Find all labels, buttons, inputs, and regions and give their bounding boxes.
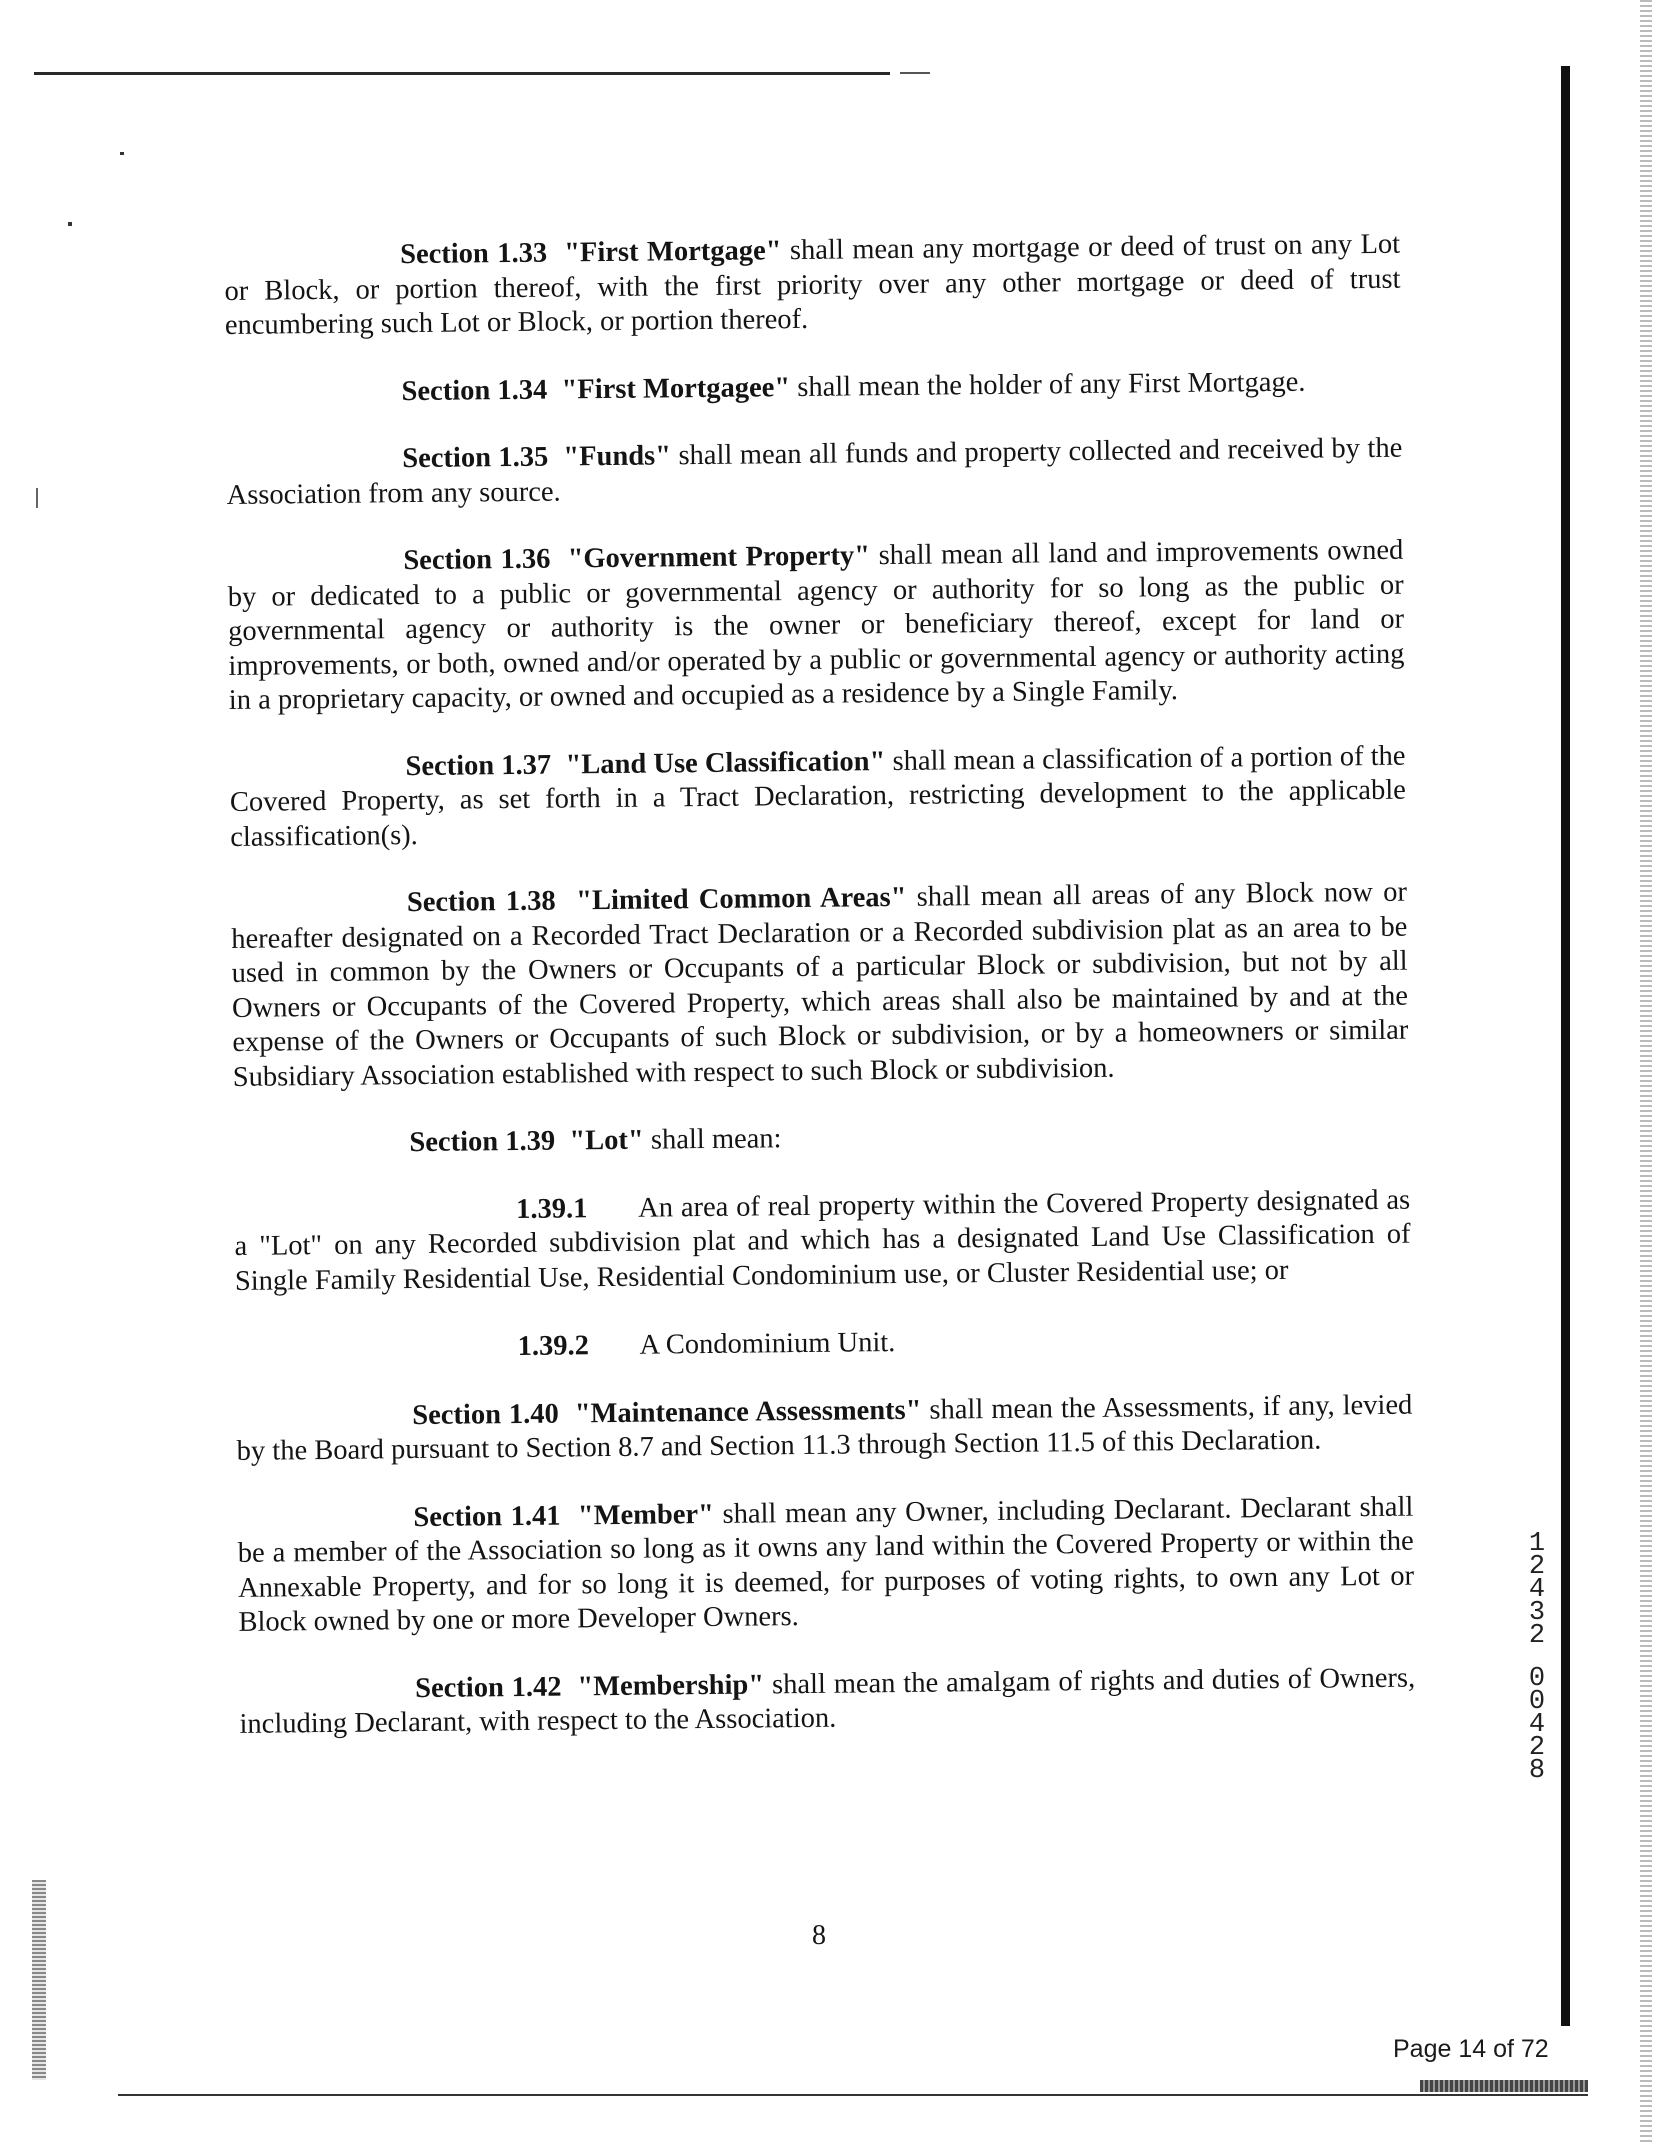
recording-digit: 4: [1528, 1575, 1546, 1605]
recording-digit: 1: [1528, 1529, 1546, 1559]
fax-stamp: [1420, 2080, 1588, 2092]
section-1-40: [236, 1388, 1413, 1469]
scan-top-rule: [34, 72, 890, 75]
recording-digit: 2: [1528, 1733, 1546, 1763]
section-1-36: [227, 534, 1405, 719]
subsection-text: An area of real property within the Covered Property designated as a "Lot" on any Recorded subdivision plat and which has a designated Land Use Classification of Single Family Residential Use, Residential Condominium use, or Cluster Residential use; or: [234, 1184, 1411, 1297]
scan-right-border: [1561, 66, 1570, 2026]
scan-speck: [120, 152, 124, 155]
subsection-1-39-1: [234, 1183, 1411, 1299]
subsection-number: 1.39.2: [517, 1330, 590, 1362]
scan-speck: [68, 222, 72, 226]
recording-digit: 0: [1528, 1664, 1546, 1694]
section-term: "Government Property": [567, 540, 871, 575]
recording-digit: 3: [1528, 1598, 1546, 1628]
footer-page-count: Page 14 of 72: [1393, 2035, 1549, 2063]
recording-digit: 4: [1528, 1710, 1546, 1740]
section-1-42: [239, 1661, 1416, 1742]
scan-mark: [36, 488, 38, 508]
section-1-37: [229, 739, 1406, 855]
section-number: Section 1.34: [401, 374, 548, 407]
subsection-number: 1.39.1: [516, 1192, 588, 1225]
section-term: "Land Use Classification": [565, 745, 886, 780]
section-1-41: [237, 1490, 1414, 1640]
section-number: Section 1.40: [412, 1398, 559, 1431]
section-text: shall mean a classification of a portion of the Covered Property, as set forth in a Tract Declaration, restricting development to the applicable classification(s).: [229, 740, 1406, 853]
scan-edge-strip: [32, 1880, 46, 2080]
scan-bottom-rule: [118, 2094, 1588, 2096]
section-text: shall mean all areas of any Block now or hereafter designated on a Recorded Tract Declaration or a Recorded subdivision plat as an area to be used in common by the Owners or Occupants of a particular Block or subdivision, but not by all Owners or Occupants of the Covered Property, which areas shall also be maintained by and at the expense of the Owners or Occupants of such Block or subdivision, or by a homeowners or similar Subsidiary Association established with respect to such Block or subdivision.: [231, 876, 1409, 1093]
section-term: "First Mortgage": [563, 235, 782, 269]
section-text: shall mean:: [650, 1123, 782, 1156]
section-number: Section 1.35: [402, 441, 549, 475]
section-number: Section 1.42: [415, 1671, 562, 1704]
scan-edge-strip: [1640, 0, 1652, 2144]
section-number: Section 1.37: [405, 749, 552, 782]
section-1-39: [233, 1116, 1409, 1163]
subsection-1-39-2: [235, 1321, 1411, 1368]
section-text: shall mean all land and improvements owned by or dedicated to a public or governmental agency or authority for so long as the public or governmental agency or authority is the owner or beneficiary thereof, except for land or improvements, or both, owned and/or operated by a public or governmental agency or authority acting in a proprietary capacity, or owned and occupied as a residence by a Single Family.: [227, 534, 1405, 716]
section-term: "Membership": [577, 1668, 765, 1702]
section-number: Section 1.41: [413, 1500, 561, 1533]
section-1-38: [231, 876, 1409, 1095]
section-term: "Funds": [563, 440, 672, 473]
section-number: Section 1.39: [409, 1125, 556, 1159]
section-1-34: [225, 364, 1401, 411]
section-text: shall mean all funds and property collected and received by the Association from any source.: [226, 432, 1403, 511]
section-term: "Maintenance Assessments": [574, 1394, 922, 1429]
section-text: shall mean any mortgage or deed of trust on any Lot or Block, or portion thereof, with the first priority over any other mortgage or deed of trust encumbering such Lot or Block, or portion thereof.: [224, 228, 1401, 341]
section-text: shall mean the Assessments, if any, levied by the Board pursuant to Section 8.7 and Section 11.3 through Section 11.5 of this Declaration.: [236, 1389, 1413, 1467]
section-number: Section 1.36: [403, 543, 551, 577]
section-number: Section 1.33: [400, 237, 548, 271]
recording-digit: 2: [1528, 1621, 1546, 1651]
subsection-text: A Condominium Unit.: [639, 1327, 896, 1361]
recording-digit: 0: [1528, 1687, 1546, 1717]
section-term: "First Mortgagee": [561, 371, 791, 405]
section-term: "Lot": [569, 1124, 644, 1157]
document-body: [224, 228, 1416, 1776]
section-term: "Limited Common Areas": [576, 881, 907, 917]
section-term: "Member": [577, 1498, 715, 1531]
section-number: Section 1.38: [406, 885, 556, 919]
page-number: 8: [812, 1920, 826, 1951]
section-text: shall mean the holder of any First Mortgage.: [797, 366, 1306, 403]
section-text: shall mean any Owner, including Declarant. Declarant shall be a member of the Association so long as it owns any land within the Covered Property or within the Annexable Property, and for so long it is deemed, for purposes of voting rights, to own any Lot or Block owned by one or more Developer Owners.: [237, 1491, 1415, 1638]
section-text: shall mean the amalgam of rights and duties of Owners, including Declarant, with respect to the Association.: [239, 1662, 1416, 1740]
recording-digit: 8: [1528, 1756, 1546, 1786]
section-1-35: [226, 432, 1403, 513]
recording-digit: 2: [1528, 1552, 1546, 1582]
section-1-33: [224, 228, 1401, 344]
recording-number: [1522, 1529, 1552, 1786]
